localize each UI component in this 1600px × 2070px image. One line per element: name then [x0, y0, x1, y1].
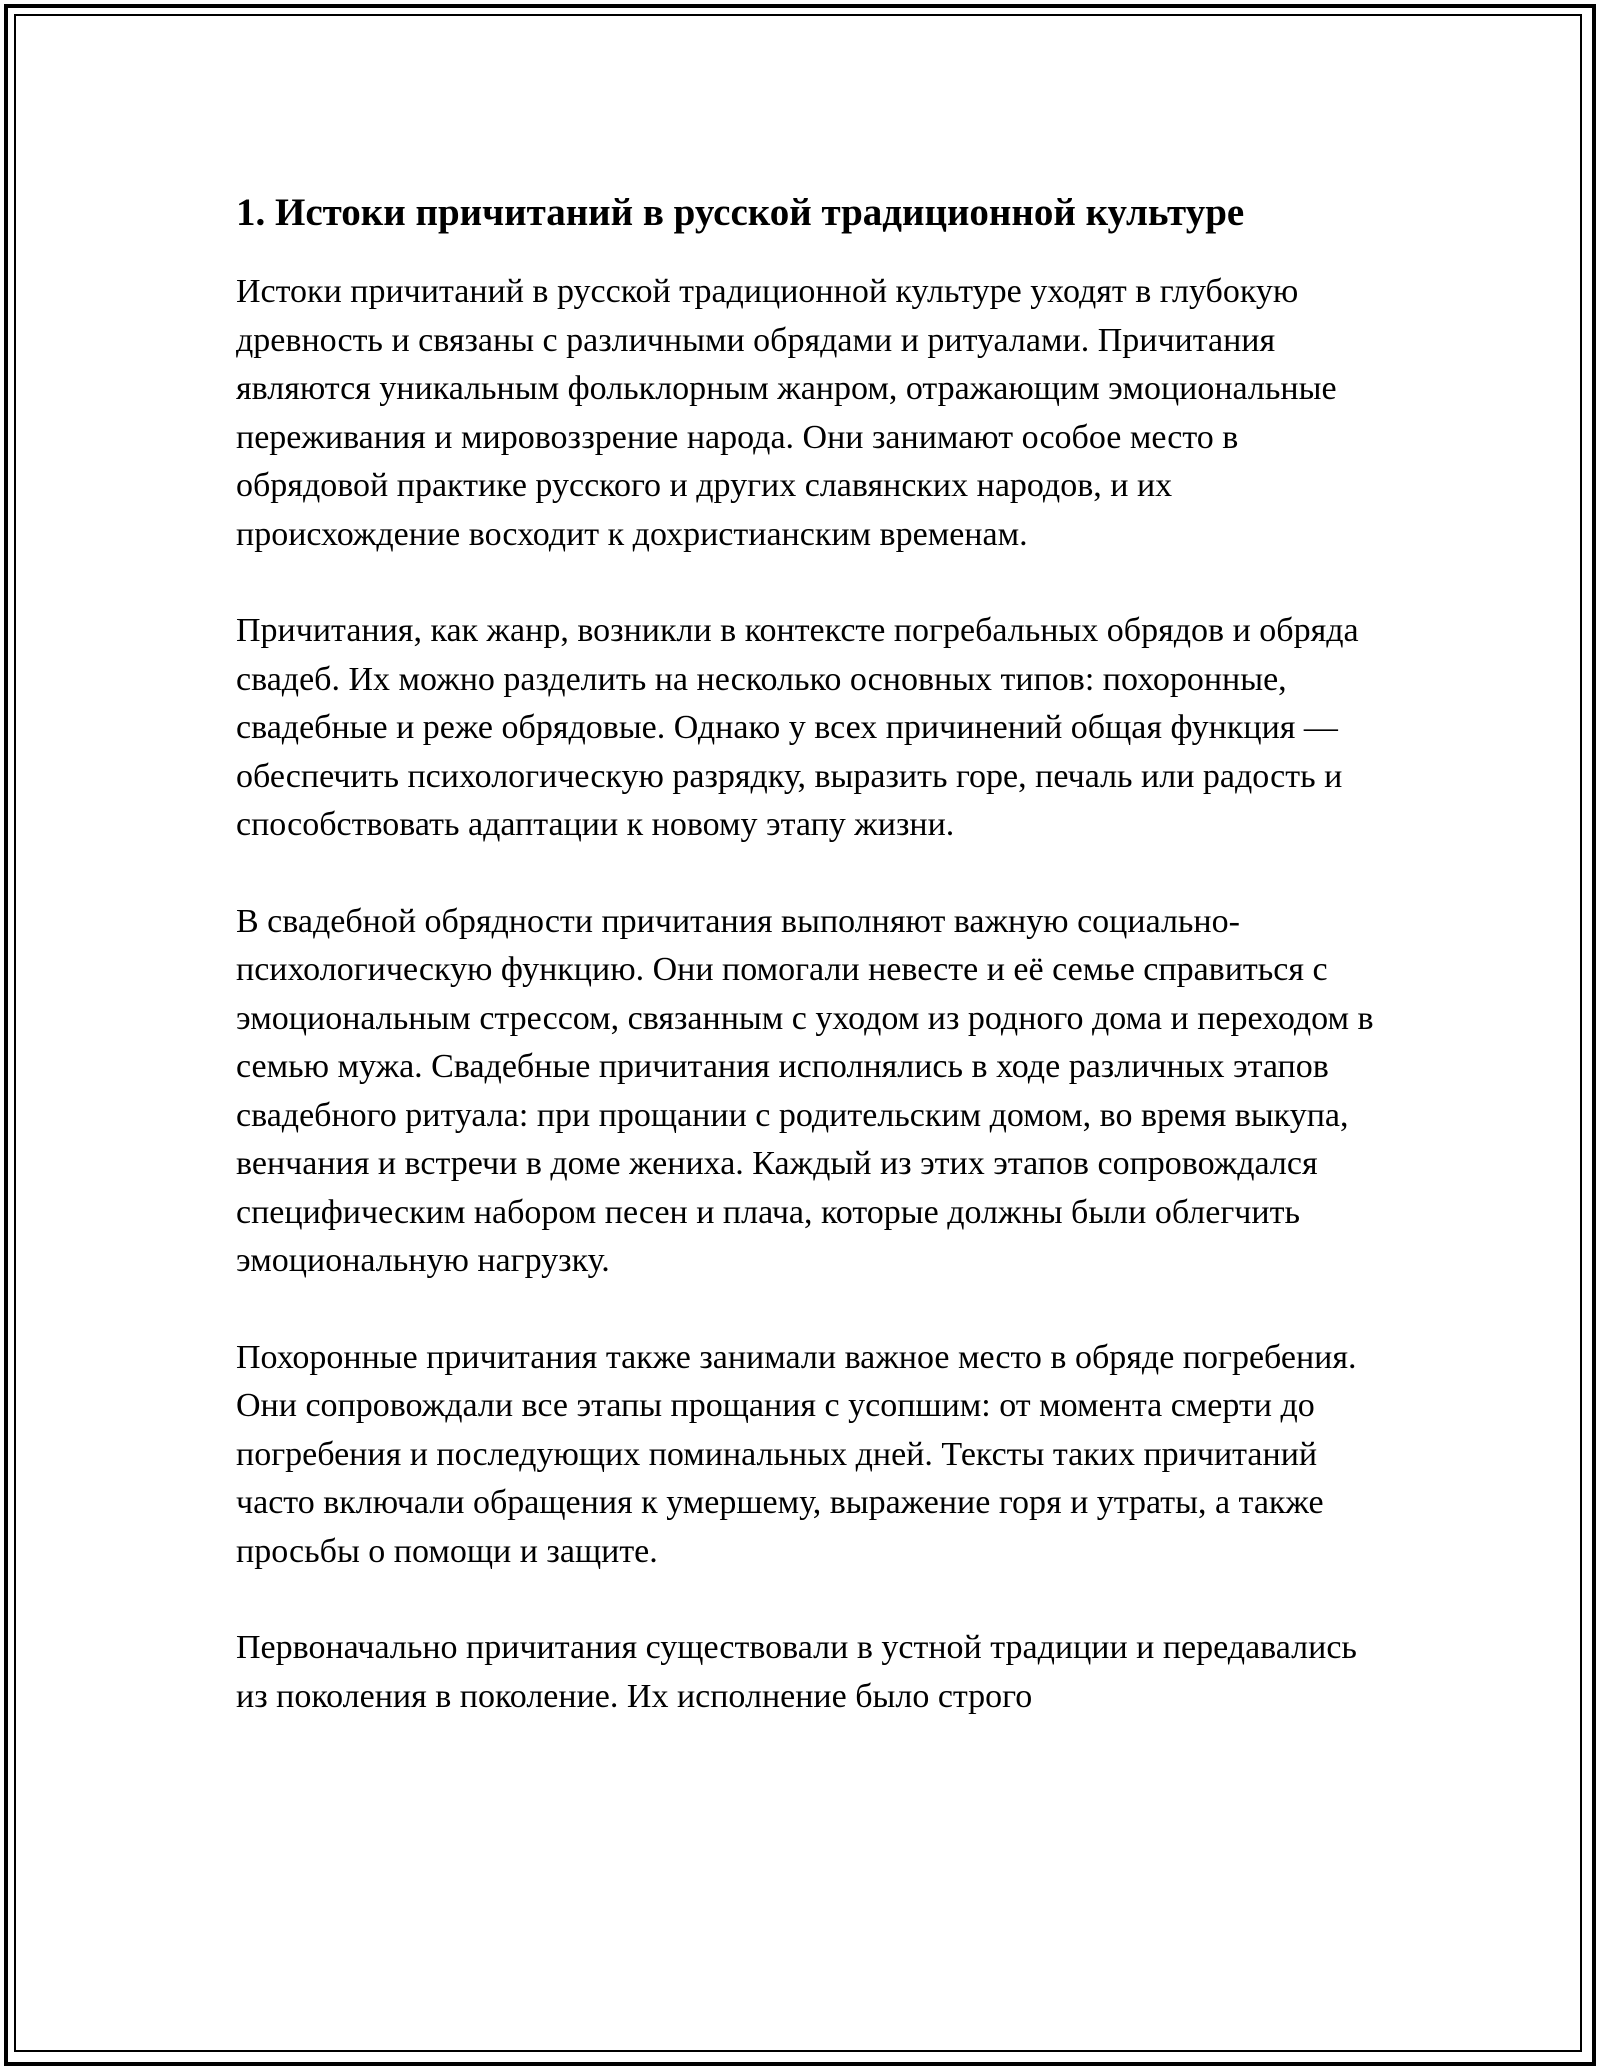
section-title: 1. Истоки причитаний в русской традиционной культуре: [236, 191, 1245, 234]
paragraph-3: В свадебной обрядности причитания выполняют важную социально-психологическую функцию. Они помогали невесте и её семье справиться с эмоциональным стрессом, связанным с уходом из родного дома и переходом в семью мужа. Свадебные причитания исполнялись в ходе различных этапов свадебного ритуала: при прощании с родительским домом, во время выкупа, венчания и встречи в доме жениха. Каждый из этих этапов сопровождался специфическим набором песен и плача, которые должны были облегчить эмоциональную нагрузку.: [236, 902, 1374, 1279]
paragraph-1: Истоки причитаний в русской традиционной культуре уходят в глубокую древность и связаны с различными обрядами и ритуалами. Причитания являются уникальным фольклорным жанром, отражающим эмоциональные переживания и мировоззрение народа. Они занимают особое место в обрядовой практике русского и других славянских народов, и их происхождение восходит к дохристианским временам.: [236, 273, 1337, 553]
document-body: [236, 186, 1376, 1769]
paragraph-4: Похоронные причитания также занимали важное место в обряде погребения. Они сопровождали все этапы прощания с усопшим: от момента смерти до погребения и последующих поминальных дней. Тексты таких причитаний часто включали обращения к умершему, выражение горя и утраты, а также просьбы о помощи и защите.: [236, 1338, 1357, 1570]
paragraph-5: Первоначально причитания существовали в устной традиции и передавались из поколения в поколение. Их исполнение было строго: [236, 1629, 1357, 1715]
paragraph-2: Причитания, как жанр, возникли в контексте погребальных обрядов и обряда свадеб. Их можно разделить на несколько основных типов: похоронные, свадебные и реже обрядовые. Однако у всех причинений общая функция — обеспечить психологическую разрядку, выразить горе, печаль или радость и способствовать адаптации к новому этапу жизни.: [236, 612, 1359, 843]
